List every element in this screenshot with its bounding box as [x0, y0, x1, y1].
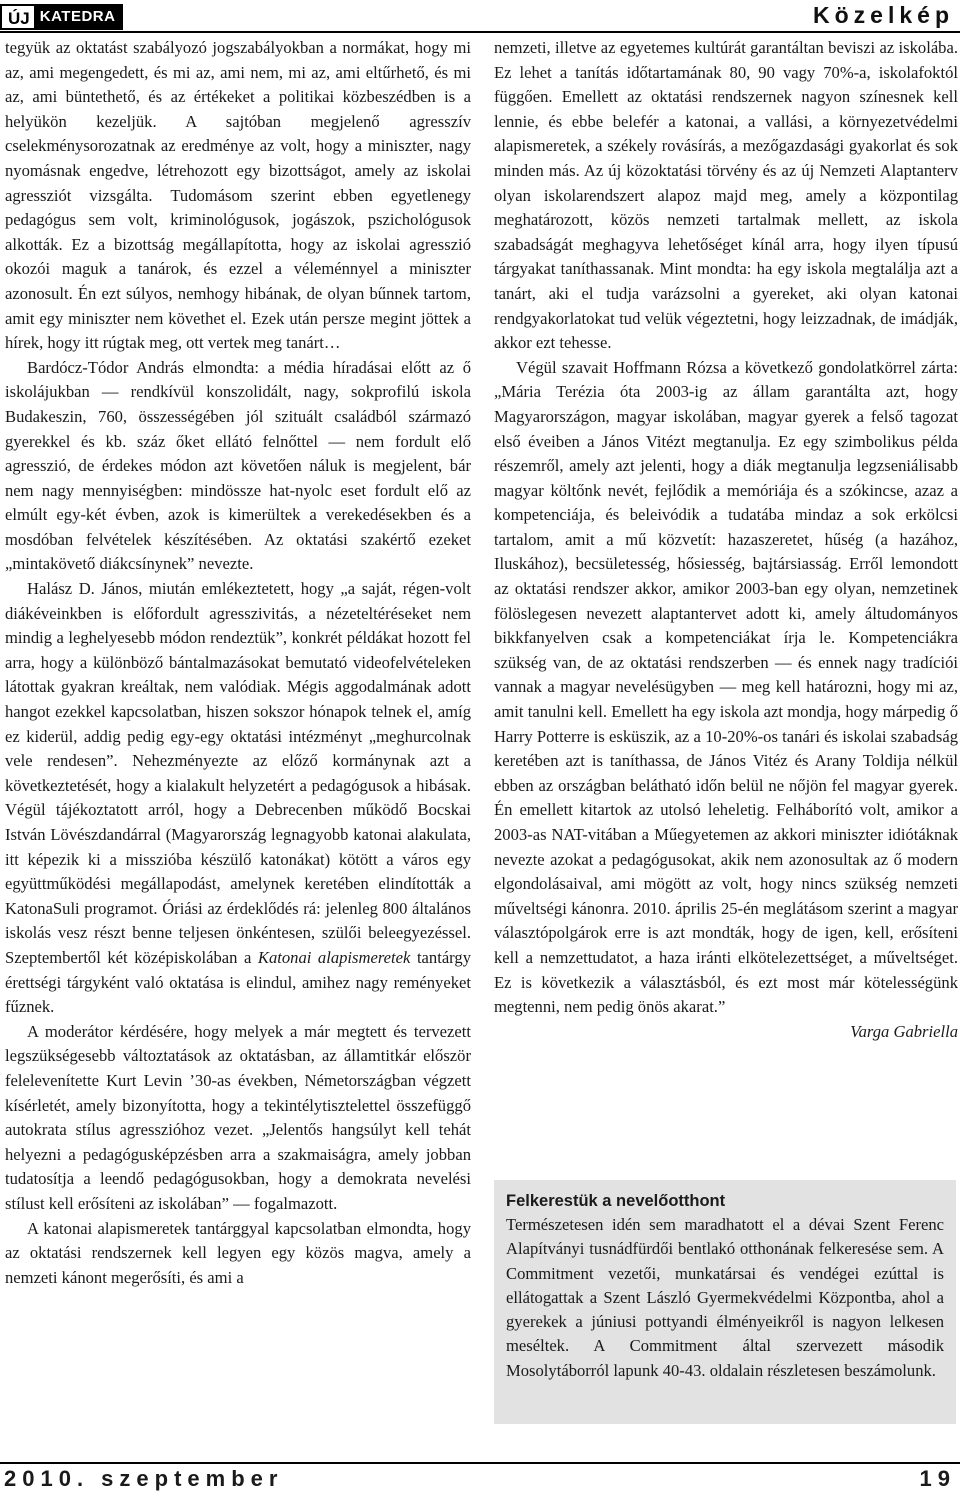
page-number: 19: [919, 1466, 956, 1491]
left-paragraph-1: tegyük az oktatást szabályozó jogszabályokban a normákat, hogy mi az, ami megengedett, és mi az, ami nem, mi az, ami eltűrhető, és mi az, ami büntethető, és az értékeket a politikai közbeszédben is a helyükön kezeljük. A sajtóban megjelenő agresszív cselekménysorozatnak az eredménye az volt, hogy a miniszter, nagy nyomásnak engedve, létrehozott egy bizottságot, amely az iskolai agressziót vizsgálta. Tudomásom szerint ebben egyetlenegy pedagógus sem volt, kriminológusok, jogászok, pszichológusok alkották. Ez a bizottság megállapította, hogy az iskolai agresszió okozói maguk a tanárok, és ezzel a véleménnyel a miniszter azonosult. Én ezt súlyos, nemhogy hibának, de olyan bűnnek tartom, amit egy miniszter nem követhet el. Ezek után persze megint jöttek a hírek, hogy itt rúgtak meg, ott vertek meg tanárt…: [5, 38, 471, 353]
subject-name-italic: Katonai alapismeretek: [257, 947, 411, 967]
author-signature: Varga Gabriella: [850, 1021, 958, 1041]
page-footer: [0, 1462, 960, 1494]
left-paragraph-2: Bardócz-Tódor András elmondta: a média híradásai előtt az ő iskolájukban — rendkívül konszolidált, nagy, sokprofilú iskola Budakeszin, 760, összességében jól szituált családból származó gyerekkel és kb. száz őket ellátó felnőttel — nem fordult elő agresszió, de érdekes módon azt követően náluk is megjelent, bár nem nagy mennyiségben: mindössze hat-nyolc eset fordult elő az elmúlt egy-két évben, azok is kimerültek a verekedésekben és a mosdóban felvételek készítésében. Az oktatási szakértő ezeket „mintakövető diákcsínynek” nevezte.: [5, 357, 471, 574]
left-paragraph-4: A moderátor kérdésére, hogy melyek a már megtett és tervezett legszükségesebb változtatások az oktatásban, az államtitkár először felelevenítette Kurt Levin ’30-as években, Németországban végzett kísérletét, amely bizonyította, hogy a tekintélytisztelettel összefüggő autokrata stílus agresszióhoz vezet. „Jelentős hangsúlyt kell tehát helyezni a pedagógusképzésben arra a szakmaiságra, amely jobban tudatosítja a leendő pedagógusokban, hogy a demokrata nevelési stílust kell erősíteni az iskolában” — fogalmazott.: [5, 1021, 471, 1213]
page-header: [0, 0, 960, 34]
left-paragraph-3-part-b: tantárgy érettségi tárgyként való oktatása is elindul, amihez nagy reményeket fűznek.: [5, 947, 472, 1017]
logo-katedra-text: KATEDRA: [34, 4, 124, 30]
section-title: Közelkép: [813, 2, 954, 28]
right-paragraph-2: Végül szavait Hoffmann Rózsa a következő gondolatkörrel zárta: „Mária Terézia óta 2003-ig az állam garantálta azt, hogy Magyarországon, magyar iskolában, magyar gyerek a felső tagozat első éveiben a János Vitézt megtanulja. Ez egy szimbolikus példa részemről, amely azt jelenti, hogy a diák megtanulja legzseniálisabb magyar költőnk nevét, fejlődik a memóriája és a szókincse, azaz a kompetenciája, és beleivódik a tudatába mindaz a sok erkölcsi tartalom, amit a mű közvetít: hazaszeretet, hűség (a hazához, Iluskához), becsületesség, hősiesség, bajtársiasság. Erről lemondott az oktatási rendszer akkor, amikor 2003-ban egy olyan, nemzetinek fölöslegesen nevezett alaptantervet adott ki, amely áltudományos bikkfanyelven csak a kompetenciákat írja le. Kompetenciákra szükség van, de az oktatási rendszerben — és ennek nagy tradíciói vannak a magyar nevelésügyben — meg kell határozni, hogy mi az, amit tanulni kell. Emellett ha egy iskola azt mondja, hogy márpedig ő Harry Potterre is esküszik, az a 10-20%-os tanári és iskolai szabadság keretében azt is taníthassa, de János Vitéz és Arany Toldija nélkül ebben az országban belátható időn belül ne nőjön fel magyar gyerek. Én emellett kitartok az utolsó leheletig. Felháborító volt, amikor a 2003-as NAT-vitában a Műegyetemen az akkori miniszter idiótáknak nevezte azokat a pedagógusokat, akik nem azonosultak az ő modern elgondolásaival, ami mögött az volt, hogy nincs szükség nemzeti műveltségi kánonra. 2010. április 25-én meglátásom szerint a magyar választópolgárok erre is azt mondták, hogy de igen, kell, erősíteni kell a nemzettudatot, a haza iránti elkötelezettséget, a műveltséget. Ez is következik a választásból, és ezt most már kötelességünk megtenni, nem pedig önös akarat.”: [494, 357, 958, 1017]
katedra-logo: [0, 4, 123, 30]
box-title: Felkerestük a nevelőotthont: [506, 1192, 726, 1210]
footer-divider: [0, 1462, 960, 1464]
sidebar-box: [494, 1180, 956, 1424]
right-column: [494, 36, 958, 1044]
right-paragraph-1: nemzeti, illetve az egyetemes kultúrát garantáltan beviszi az iskolába. Ez lehet a tanítás időtartamának 80, 90 vagy 70%-a, iskolafoktól függően. Emellett az oktatási rendszernek nagyon színesnek kell lennie, és ebbe belefér a katonai, a vallási, a környezetvédelmi alapismeretek, a székely rovásírás, a mezőgazdasági gyakorlat és sok minden más. Az új közoktatási törvény és az új Nemzeti Alaptanterv olyan iskolarendszert alapoz majd meg, amely a központilag meghatározott, közös nemzeti tartalmak mellett, az iskola szabadságát meghagyva lehetőséget kínál arra, hogy ilyen típusú tárgyakat taníthassanak. Mint mondta: ha egy iskola megtalálja azt a tanárt, aki el tudja varázsolni a gyereket, aki olyan katonai rendgyakorlatokat tud velük végeztetni, hogy leizzadnak, de imádják, akkor ezt tehesse.: [494, 38, 958, 353]
box-body: Természetesen idén sem maradhatott el a dévai Szent Ferenc Alapítványi tusnádfürdői bentlakó otthonának felkeresése sem. A Commitment vezetői, munkatársai és vendégei ezúttal is ellátogattak a Szent László Gyermekvédelmi Központba, ahol a gyerekek a júniusi pottyandi élményeikről is nagyon lelkesen meséltek. A Commitment által szervezett második Mosolytáborról lapunk 40-43. oldalain részletesen beszámolunk.: [506, 1215, 944, 1380]
left-paragraph-5: A katonai alapismeretek tantárggyal kapcsolatban elmondta, hogy az oktatási rendszernek kell legyen egy közös magva, amely a nemzeti kánont megerősíti, és ami a: [5, 1218, 471, 1287]
left-column: [5, 36, 471, 1290]
left-paragraph-3: [5, 577, 471, 1020]
logo-uj-text: ÚJ: [0, 4, 34, 30]
left-paragraph-3-part-a: Halász D. János, miután emlékeztetett, hogy „a saját, régen-volt diákéveinkben is előfordult agresszivitás, a nézeteltéréseket nem mindig a leghelyesebb módon rendeztük”, konkrét példákat hozott fel arra, hogy a különböző bántalmazásokat bemutató videofelvételeken látottak gyakran kreáltak, nem valódiak. Mégis aggodalmának adott hangot ezekkel kapcsolatban, hiszen sokszor hónapok telnek el, amíg ez kiderül, addig pedig egy-egy oktatási intézményt „meghurcolnak vele rendesen”. Nehezményezte az előző kormánynak azt a következtetését, hogy a kialakult helyzetért a pedagógusok a hibásak. Végül tájékoztatott arról, hogy a Debrecenben működő Bocskai István Lövészdandárral (Magyarország legnagyobb katonai alakulata, itt képezik ki a misszióba készülő katonákat) kötött a város egy együttműködési megállapodást, amelynek keretében elindították a KatonaSuli programot. Óriási az érdeklődés rá: jelenleg 800 általános iskolás vesz részt benne teljesen önkéntesen, szülői beleegyezéssel. Szeptembertől két középiskolában a: [5, 579, 471, 967]
issue-date: 2010. szeptember: [4, 1466, 284, 1491]
header-divider: [0, 31, 960, 33]
